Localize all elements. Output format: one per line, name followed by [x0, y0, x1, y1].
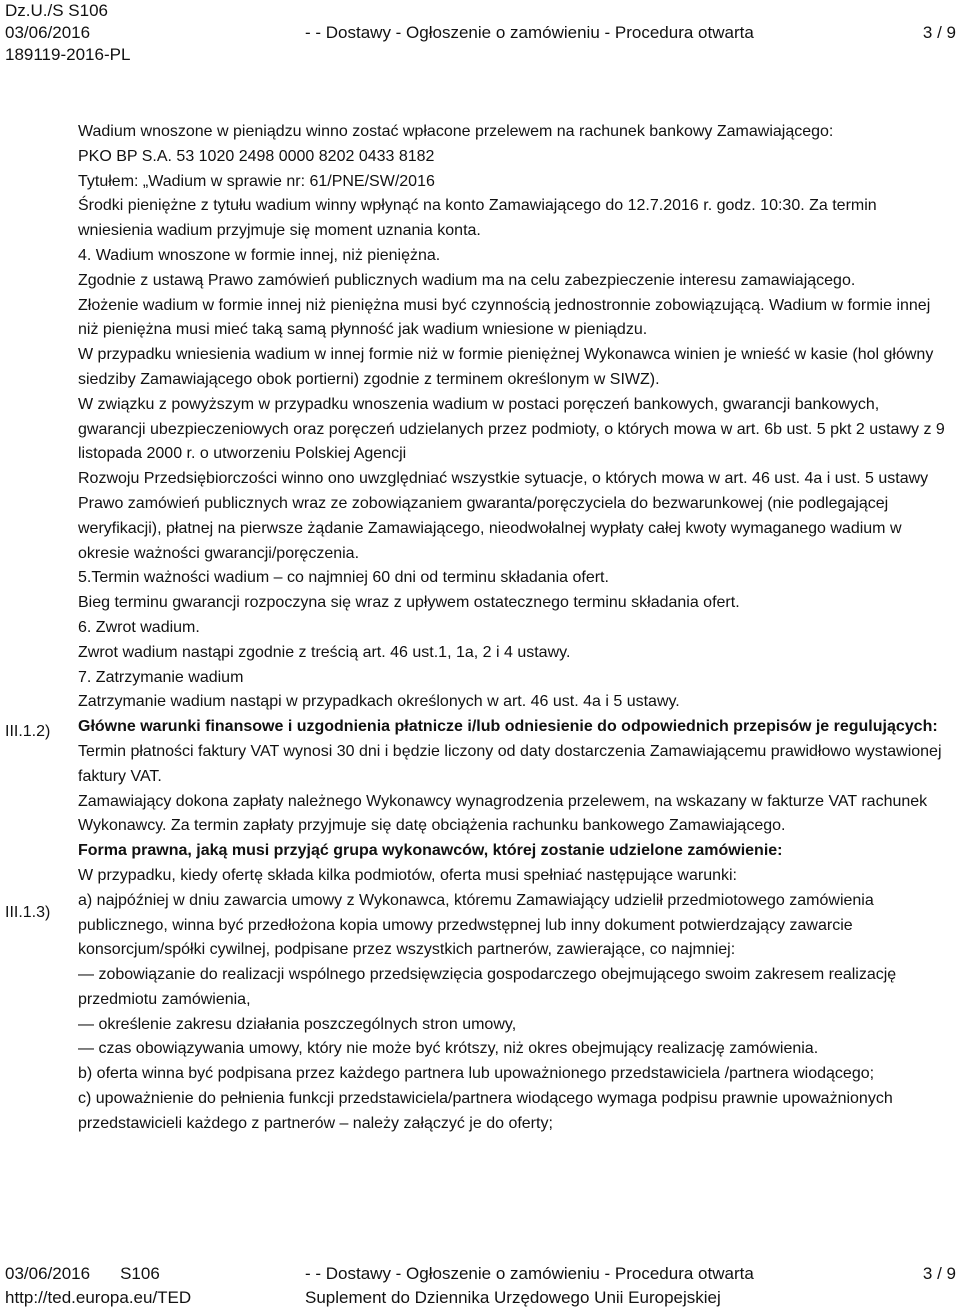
- paragraph: 6. Zwrot wadium.: [78, 618, 200, 636]
- header-left: [5, 0, 130, 66]
- paragraph: Termin płatności faktury VAT wynosi 30 dni i będzie liczony od daty dostarczenia Zamawiającemu prawidłowo wystawionej faktury VAT.: [78, 742, 942, 785]
- paragraph: Rozwoju Przedsiębiorczości winno ono uwzględniać wszystkie sytuacje, o których mowa w art. 46 ust. 4a i ust. 5 ustawy Prawo zamówień publicznych wraz ze zobowiązaniem gwaranta/poręczyciela do bezwarunkowej (nie podlegającej weryfikacji), płatnej na pierwsze żądanie Zamawiającego, nieodwołalnej wypłaty całej kwoty wymaganego wadium w okresie ważności gwarancji/poręczenia.: [78, 470, 929, 562]
- paragraph: Zgodnie z ustawą Prawo zamówień publicznych wadium ma na celu zabezpieczenie interesu zamawiającego.: [78, 271, 856, 289]
- footer-supplement: Suplement do Dziennika Urzędowego Unii Europejskiej: [305, 1288, 721, 1307]
- paragraph: Zamawiający dokona zapłaty należnego Wykonawcy wynagrodzenia przelewem, na wskazany w fakturze VAT rachunek Wykonawcy. Za termin zapłaty przyjmuje się datę obciążenia rachunku bankowego Zamawiającego.: [78, 792, 928, 835]
- paragraph: 7. Zatrzymanie wadium: [78, 668, 244, 686]
- footer-series: S106: [120, 1264, 160, 1283]
- paragraph: — określenie zakresu działania poszczególnych stron umowy,: [78, 1015, 517, 1033]
- paragraph: c) upoważnienie do pełnienia funkcji przedstawiciela/partnera wiodącego wymaga podpisu prawnie upoważnionych przedstawicieli każdego z partnerów – należy załączyć je do oferty;: [78, 1090, 893, 1132]
- paragraph: Bieg terminu gwarancji rozpoczyna się wraz z upływem ostatecznego terminu składania ofert.: [78, 594, 740, 612]
- paragraph: Złożenie wadium w formie innej niż pieniężna musi być czynnością jednostronnie zobowiązującą. Wadium w formie innej niż pieniężna musi mieć taką samą płynność jak wadium wniesione w pieniądzu.: [78, 296, 931, 339]
- section-heading: Główne warunki finansowe i uzgodnienia płatnicze i/lub odniesienie do odpowiednich przepisów je regulujących:: [78, 718, 938, 736]
- paragraph: — czas obowiązywania umowy, który nie może być krótszy, niż okres obejmujący realizację zamówienia.: [78, 1040, 819, 1058]
- paragraph: W przypadku, kiedy ofertę składa kilka podmiotów, oferta musi spełniać następujące warunki:: [78, 866, 737, 884]
- footer-date-series: [5, 1262, 160, 1286]
- section-number-iii-1-3: III.1.3): [5, 904, 51, 921]
- page-header: [5, 0, 956, 70]
- wadium-block: [78, 120, 950, 715]
- paragraph: Zatrzymanie wadium nastąpi w przypadkach określonych w art. 46 ust. 4a i 5 ustawy.: [78, 693, 680, 711]
- paragraph: a) najpóźniej w dniu zawarcia umowy z Wykonawca, któremu Zamawiający udzielił przedmiotowego zamówienia publicznego, winna być przedłożona kopia umowy przedwstępnej lub inny dokument potwierdzający zawarcie konsorcjum/spółki cywilnej, podpisane przez wszystkich partnerów, zawierające, co najmniej:: [78, 891, 874, 959]
- paragraph: Tytułem: „Wadium w sprawie nr: 61/PNE/SW/2016: [78, 172, 435, 190]
- header-date: 03/06/2016: [5, 23, 91, 42]
- section-iii-1-2: [78, 715, 950, 839]
- paragraph: Wadium wnoszone w pieniądzu winno zostać wpłacone przelewem na rachunek bankowy Zamawiającego:: [78, 123, 834, 140]
- footer-url[interactable]: http://ted.europa.eu/TED: [5, 1288, 192, 1307]
- section-iii-1-3: [78, 839, 950, 1137]
- document-body: [78, 120, 950, 1137]
- section-number-iii-1-2: III.1.2): [5, 723, 51, 740]
- header-title: - - Dostawy - Ogłoszenie o zamówieniu - Procedura otwarta: [305, 23, 754, 42]
- header-page-number: 3 / 9: [922, 23, 956, 42]
- section-heading: Forma prawna, jaką musi przyjąć grupa wykonawców, której zostanie udzielone zamówienie:: [78, 842, 783, 860]
- header-journal: Dz.U./S S106: [5, 1, 108, 20]
- paragraph: b) oferta winna być podpisana przez każdego partnera lub upoważnionego przedstawiciela /partnera wiodącego;: [78, 1065, 875, 1083]
- footer-title: - - Dostawy - Ogłoszenie o zamówieniu - Procedura otwarta: [305, 1264, 754, 1283]
- paragraph: 5.Termin ważności wadium – co najmniej 60 dni od terminu składania ofert.: [78, 569, 609, 587]
- paragraph: Środki pieniężne z tytułu wadium winny wpłynąć na konto Zamawiającego do 12.7.2016 r. godz. 10:30. Za termin wniesienia wadium przyjmuje się moment uznania konta.: [78, 197, 877, 240]
- paragraph: PKO BP S.A. 53 1020 2498 0000 8202 0433 8182: [78, 147, 435, 165]
- page-footer: [5, 1262, 956, 1310]
- paragraph: W związku z powyższym w przypadku wnoszenia wadium w postaci poręczeń bankowych, gwarancji bankowych, gwarancji ubezpieczeniowych oraz poręczeń udzielanych przez podmioty, o których mowa w art. 6b ust. 5 pkt 2 ustawy z 9 listopada 2000 r. o utworzeniu Polskiej Agencji: [78, 395, 945, 463]
- footer-page-number: 3 / 9: [922, 1264, 956, 1283]
- footer-date: 03/06/2016: [5, 1264, 91, 1283]
- paragraph: W przypadku wniesienia wadium w innej formie niż w formie pieniężnej Wykonawca winien je wnieść w kasie (hol główny siedziby Zamawiającego obok portierni) zgodnie z terminem określonym w SIWZ).: [78, 346, 934, 388]
- paragraph: Zwrot wadium nastąpi zgodnie z treścią art. 46 ust.1, 1a, 2 i 4 ustawy.: [78, 643, 571, 661]
- header-doc-number: 189119-2016-PL: [5, 45, 131, 64]
- paragraph: 4. Wadium wnoszone w formie innej, niż pieniężna.: [78, 246, 441, 264]
- paragraph: — zobowiązanie do realizacji wspólnego przedsięwzięcia gospodarczego obejmującego swoim zakresem realizację przedmiotu zamówienia,: [78, 966, 897, 1008]
